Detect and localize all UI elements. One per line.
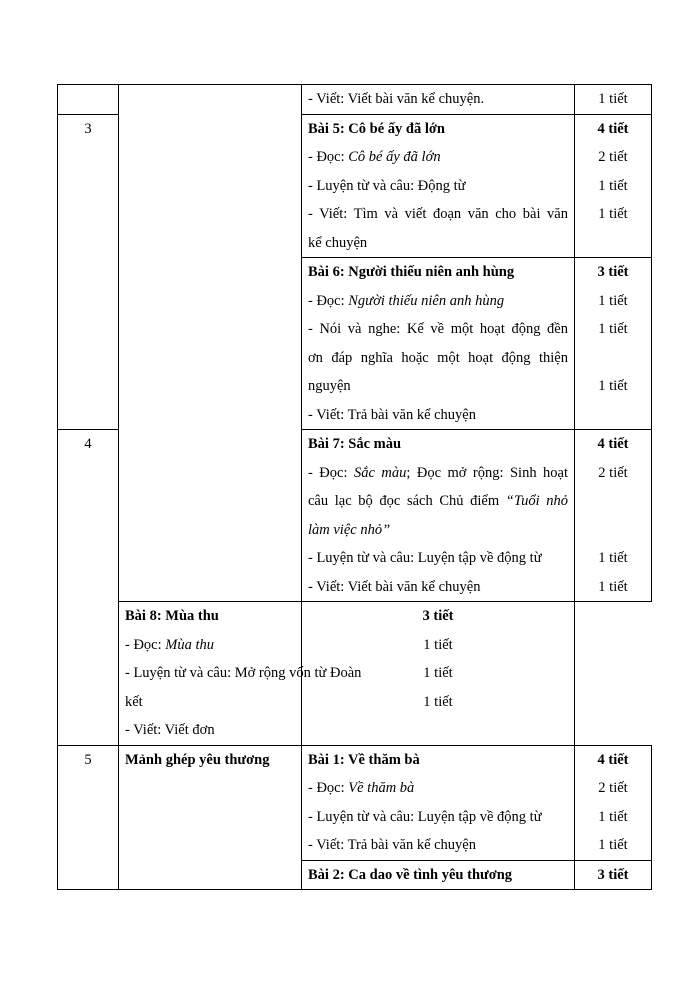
- week-number: 3: [84, 120, 92, 137]
- unit-cell: [119, 85, 302, 602]
- week-cell: [58, 745, 119, 890]
- activity-text: - Viết: Viết đơn: [125, 722, 215, 738]
- activity-text: - Viết: Trả bài văn kể chuyện: [308, 837, 476, 853]
- unit-cell: [119, 745, 302, 890]
- lesson-title: Bài 8: Mùa thu: [125, 608, 219, 624]
- period-count: 1 tiết: [598, 292, 628, 309]
- activity-text: làm việc nhỏ”: [308, 521, 391, 538]
- curriculum-table: [57, 84, 652, 890]
- total-periods: 4 tiết: [597, 751, 629, 768]
- total-periods: 3 tiết: [422, 608, 454, 624]
- period-count: 1 tiết: [423, 665, 453, 681]
- lesson-7-periods: [575, 430, 652, 602]
- activity-text: - Luyện từ và câu: Luyện tập về động từ: [308, 808, 542, 825]
- period-count: 1 tiết: [598, 206, 628, 222]
- lesson-7-cell: [302, 430, 575, 602]
- table-row: [58, 602, 652, 746]
- total-periods: 3 tiết: [597, 866, 629, 883]
- period-count: 1 tiết: [423, 636, 453, 653]
- period-count: 1 tiết: [598, 91, 628, 107]
- activity-text: - Đọc: Người thiếu niên anh hùng: [308, 292, 505, 309]
- period-count: 2 tiết: [598, 149, 628, 165]
- lesson-title: Bài 1: Về thăm bà: [308, 751, 420, 768]
- lesson-8-cell: [119, 602, 362, 746]
- activity-text: - Viết: Tìm và viết đoạn văn cho bài văn: [308, 206, 568, 222]
- activity-text: - Đọc: Về thăm bà: [308, 780, 415, 796]
- lesson-6-periods: [575, 258, 652, 430]
- period-count: 1 tiết: [598, 378, 628, 394]
- lesson-5-cell: [302, 114, 575, 258]
- week-cell: [58, 114, 119, 430]
- week-cell: [58, 430, 119, 746]
- week-cell: [58, 85, 119, 115]
- lesson-title: Bài 2: Ca dao về tình yêu thương: [308, 866, 513, 883]
- table-row: [58, 745, 652, 860]
- activity-text: - Đọc: Mùa thu: [125, 636, 214, 653]
- activity-text: ơn đáp nghĩa hoặc một hoạt động thiện: [308, 349, 568, 366]
- activity-text: - Đọc: Cô bé ấy đã lớn: [308, 149, 441, 165]
- period-count: 1 tiết: [423, 693, 453, 710]
- activity-text: kết: [125, 693, 143, 710]
- lesson-6-cell: [302, 258, 575, 430]
- activity-text: - Viết: Viết bài văn kể chuyện: [308, 578, 481, 595]
- period-count: 1 tiết: [598, 578, 628, 595]
- activity-text: - Luyện từ và câu: Mở rộng vốn từ Đoàn: [125, 665, 362, 681]
- period-count: 1 tiết: [598, 808, 628, 825]
- lesson-5-periods: [575, 114, 652, 258]
- lesson-title: Bài 7: Sắc màu: [308, 436, 402, 452]
- activity-text: kể chuyện: [308, 234, 368, 251]
- lesson-2-cell: [302, 860, 575, 890]
- period-count: 1 tiết: [598, 837, 628, 853]
- total-periods: 4 tiết: [597, 436, 629, 452]
- lesson-title: Bài 5: Cô bé ấy đã lớn: [308, 120, 445, 137]
- activity-text: - Đọc: Sắc màu; Đọc mở rộng: Sinh hoạt: [308, 464, 569, 481]
- total-periods: 4 tiết: [597, 120, 629, 137]
- activity-text: - Nói và nghe: Kể về một hoạt động đền: [308, 321, 568, 337]
- period-count: 1 tiết: [598, 321, 628, 337]
- lesson-2-periods: [575, 860, 652, 890]
- activity-text: - Viết: Viết bài văn kể chuyện.: [308, 91, 485, 107]
- activity-text: nguyện: [308, 378, 351, 394]
- period-count: 1 tiết: [598, 177, 628, 194]
- unit-title: Mảnh ghép yêu thương: [125, 751, 270, 768]
- total-periods: 3 tiết: [597, 264, 629, 280]
- table-row: [58, 85, 652, 115]
- lesson-title: Bài 6: Người thiếu niên anh hùng: [308, 264, 515, 280]
- period-count: 2 tiết: [598, 464, 628, 481]
- activity-text: - Luyện từ và câu: Luyện tập về động từ: [308, 550, 542, 566]
- activity-text: - Luyện từ và câu: Động từ: [308, 177, 466, 194]
- week-number: 4: [84, 436, 92, 452]
- activity-text: - Viết: Trả bài văn kể chuyện: [308, 406, 476, 423]
- lesson-1-periods: [575, 745, 652, 860]
- lesson-1-cell: [302, 745, 575, 860]
- week-number: 5: [84, 751, 92, 768]
- period-count: 2 tiết: [598, 780, 628, 796]
- activity-text: câu lạc bộ đọc sách Chủ điểm “Tuổi nhỏ: [308, 493, 568, 509]
- period-count: 1 tiết: [598, 550, 628, 566]
